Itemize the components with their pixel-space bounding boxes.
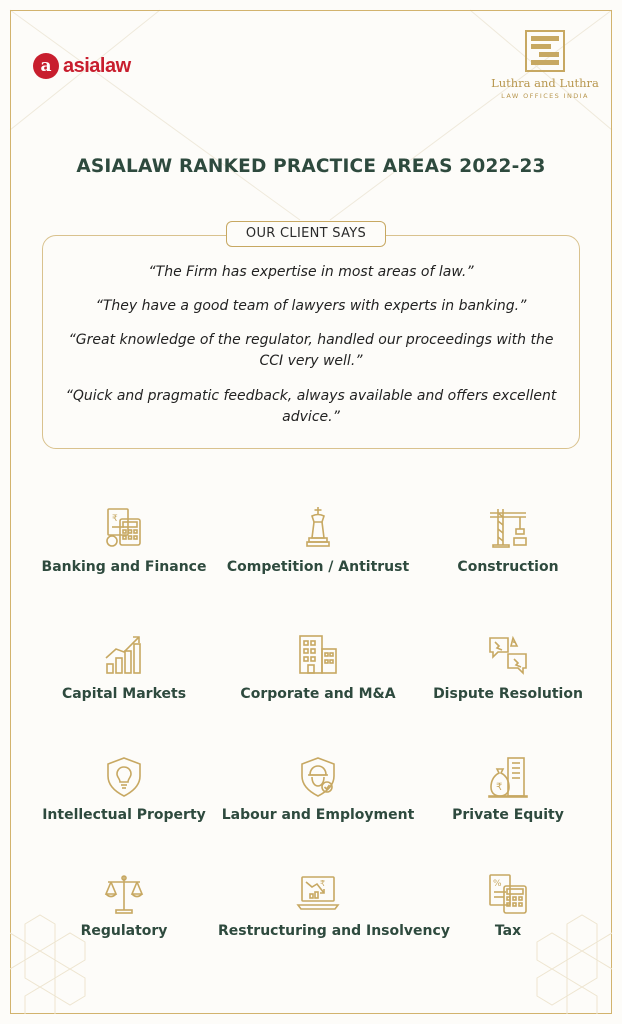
svg-text:₹: ₹ xyxy=(112,514,118,524)
svg-text:%: % xyxy=(493,879,502,889)
shield-worker-icon xyxy=(296,755,340,799)
shield-lightbulb-icon xyxy=(102,755,146,799)
practice-area-label: Tax xyxy=(494,923,522,939)
svg-text:₹: ₹ xyxy=(496,782,503,793)
tax-calculator-icon xyxy=(486,872,530,916)
client-quote: “They have a good team of lawyers with experts in banking.” xyxy=(95,298,527,314)
practice-area-label: Private Equity xyxy=(452,807,564,823)
practice-area-label: Capital Markets xyxy=(61,686,187,702)
asialaw-logo xyxy=(33,53,131,79)
practice-area-corporate-ma xyxy=(218,632,418,712)
practice-area-label: Corporate and M&A xyxy=(240,686,396,702)
client-says-label: OUR CLIENT SAYS xyxy=(226,221,386,247)
practice-area-labour-employment xyxy=(218,755,418,835)
firm-logo-name: Luthra and Luthra xyxy=(491,76,599,90)
practice-area-label: Regulatory xyxy=(80,923,168,939)
practice-area-dispute-resolution xyxy=(408,632,608,712)
scales-of-justice-icon xyxy=(102,872,146,916)
practice-area-label: Intellectual Property xyxy=(42,807,206,823)
laptop-decline-icon xyxy=(296,872,340,916)
client-quote: “Quick and pragmatic feedback, always available and offers excellent advice.” xyxy=(65,388,557,425)
asialaw-logo-text: asialaw xyxy=(63,54,131,77)
practice-area-banking-finance xyxy=(24,505,224,585)
practice-area-private-equity xyxy=(408,755,608,835)
firm-logo xyxy=(490,30,600,100)
practice-area-label: Construction xyxy=(457,559,559,575)
money-bag-building-icon xyxy=(486,755,530,799)
crane-icon xyxy=(486,505,530,549)
page-title: ASIALAW RANKED PRACTICE AREAS 2022-23 xyxy=(76,156,546,177)
svg-text:₹: ₹ xyxy=(320,879,326,888)
practice-area-regulatory xyxy=(24,872,224,952)
asialaw-logo-mark: a xyxy=(33,53,59,79)
calculator-money-icon xyxy=(102,505,146,549)
office-buildings-icon xyxy=(296,632,340,676)
chess-king-icon xyxy=(296,505,340,549)
firm-logo-emblem-icon xyxy=(525,30,565,72)
bar-chart-growth-icon xyxy=(102,632,146,676)
practice-area-label: Dispute Resolution xyxy=(433,686,583,702)
practice-area-restructuring-insolvency xyxy=(218,872,450,952)
client-quote: “The Firm has expertise in most areas of law.” xyxy=(148,264,474,280)
practice-area-label: Restructuring and Insolvency xyxy=(218,923,450,939)
practice-area-capital-markets xyxy=(24,632,224,712)
practice-area-tax xyxy=(408,872,608,952)
client-quote: “Great knowledge of the regulator, handled our proceedings with the CCI very well.” xyxy=(68,332,554,369)
firm-logo-sub: LAW OFFICES INDIA xyxy=(501,92,589,100)
practice-area-intellectual-property xyxy=(24,755,224,835)
practice-area-construction xyxy=(408,505,608,585)
practice-area-label: Banking and Finance xyxy=(41,559,207,575)
practice-area-label: Competition / Antitrust xyxy=(226,559,410,575)
dispute-bubbles-icon xyxy=(486,632,530,676)
practice-area-competition-antitrust xyxy=(218,505,418,585)
practice-area-label: Labour and Employment xyxy=(221,807,415,823)
